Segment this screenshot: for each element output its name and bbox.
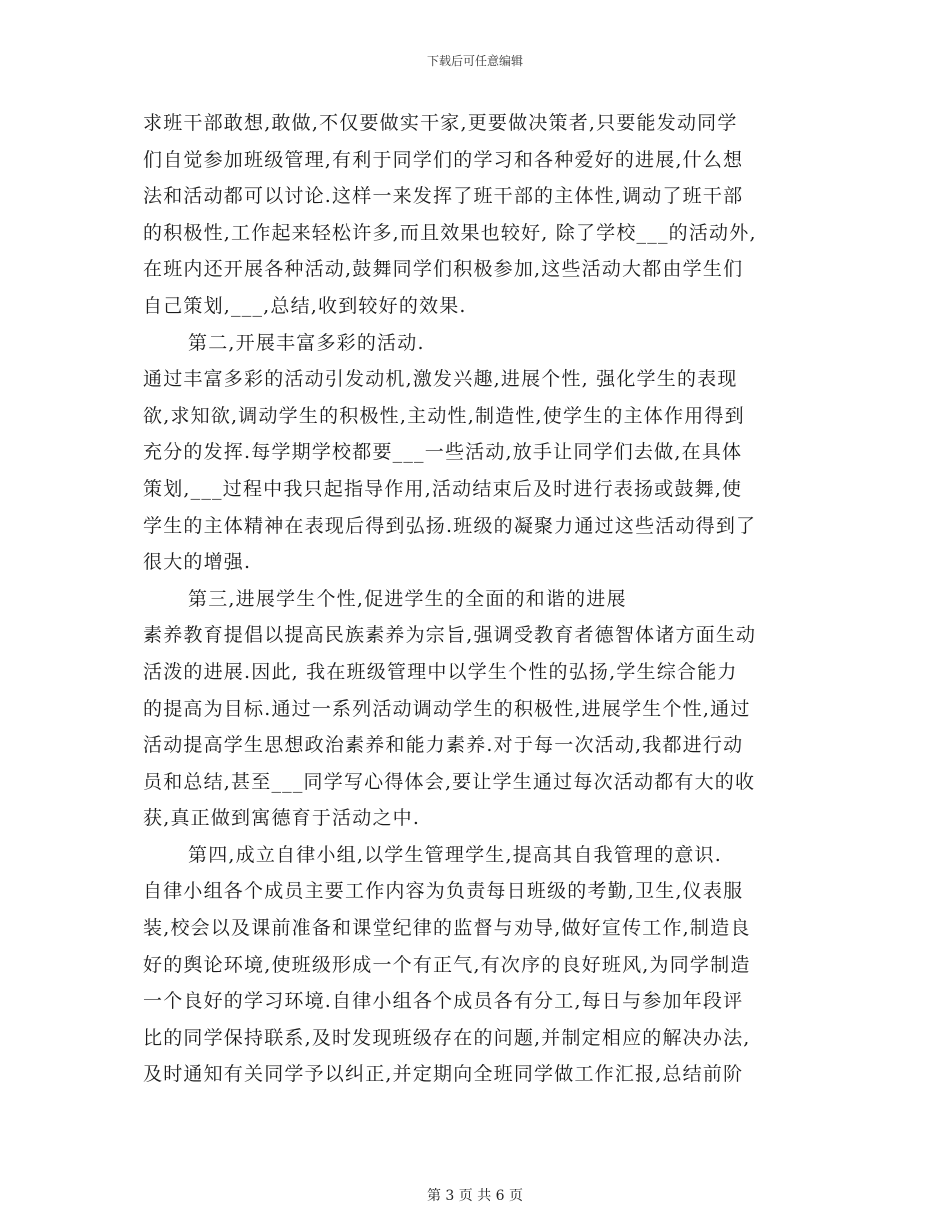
paragraph-line: 好的舆论环境,使班级形成一个有正气,有次序的良好班风,为同学制造 [143,953,751,976]
paragraph-line: 欲,求知欲,调动学生的积极性,主动性,制造性,使学生的主体作用得到 [143,404,745,427]
paragraph-line: 学生的主体精神在表现后得到弘扬.班级的凝聚力通过这些活动得到了 [143,514,757,537]
paragraph-line: 获,真正做到寓德育于活动之中. [143,807,421,830]
page-footer: 第 3 页 共 6 页 [426,1188,524,1204]
paragraph-line: 素养教育提倡以提高民族素养为宗旨,强调受教育者德智体诸方面生动 [143,624,757,647]
paragraph-line: 活泼的进展.因此, 我在班级管理中以学生个性的弘扬,学生综合能力 [143,660,738,683]
paragraph-line: 法和活动都可以讨论.这样一来发挥了班干部的主体性,调动了班干部 [143,185,744,208]
paragraph-line: 活动提高学生思想政治素养和能力素养.对于每一次活动,我都进行动 [143,734,744,757]
section-heading-line: 第三,进展学生个性,促进学生的全面的和谐的进展 [188,587,627,610]
paragraph-line: 自己策划,___,总结,收到较好的效果. [143,294,467,317]
paragraph-line: 一个良好的学习环境.自律小组各个成员各有分工,每日与参加年段评 [143,990,744,1013]
paragraph-line: 的提高为目标.通过一系列活动调动学生的积极性,进展学生个性,通过 [143,697,751,720]
paragraph-line: 们自觉参加班级管理,有利于同学们的学习和各种爱好的进展,什么想 [143,148,744,171]
paragraph-line: 很大的增强. [143,551,252,574]
paragraph-line: 及时通知有关同学予以纠正,并定期向全班同学做工作汇报,总结前阶 [143,1063,744,1086]
paragraph-line: 充分的发挥.每学期学校都要___一些活动,放手让同学们去做,在具体 [143,441,743,464]
document-body [143,105,813,1093]
paragraph-line: 策划,___过程中我只起指导作用,活动结束后及时进行表扬或鼓舞,使 [143,477,743,500]
page-header: 下载后可任意编辑 [426,54,523,68]
section-heading-line: 第四,成立自律小组,以学生管理学生,提高其自我管理的意识. [188,843,722,866]
paragraph-line: 员和总结,甚至___同学写心得体会,要让学生通过每次活动都有大的收 [143,770,756,793]
paragraph-line: 自律小组各个成员主要工作内容为负责每日班级的考勤,卫生,仪表服 [143,880,744,903]
paragraph-line: 装,校会以及课前准备和课堂纪律的监督与劝导,做好宣传工作,制造良 [143,917,751,940]
paragraph-line: 比的同学保持联系,及时发现班级存在的问题,并制定相应的解决办法, [143,1026,751,1049]
paragraph-line: 在班内还开展各种活动,鼓舞同学们积极参加,这些活动大都由学生们 [143,258,744,281]
paragraph-line: 求班干部敢想,敢做,不仅要做实干家,更要做决策者,只要能发动同学 [143,112,738,134]
paragraph-line: 的积极性,工作起来轻松许多,而且效果也较好, 除了学校___的活动外, [143,221,757,244]
section-heading-line: 第二,开展丰富多彩的活动. [188,331,425,354]
paragraph-line: 通过丰富多彩的活动引发动机,激发兴趣,进展个性, 强化学生的表现 [143,368,738,391]
